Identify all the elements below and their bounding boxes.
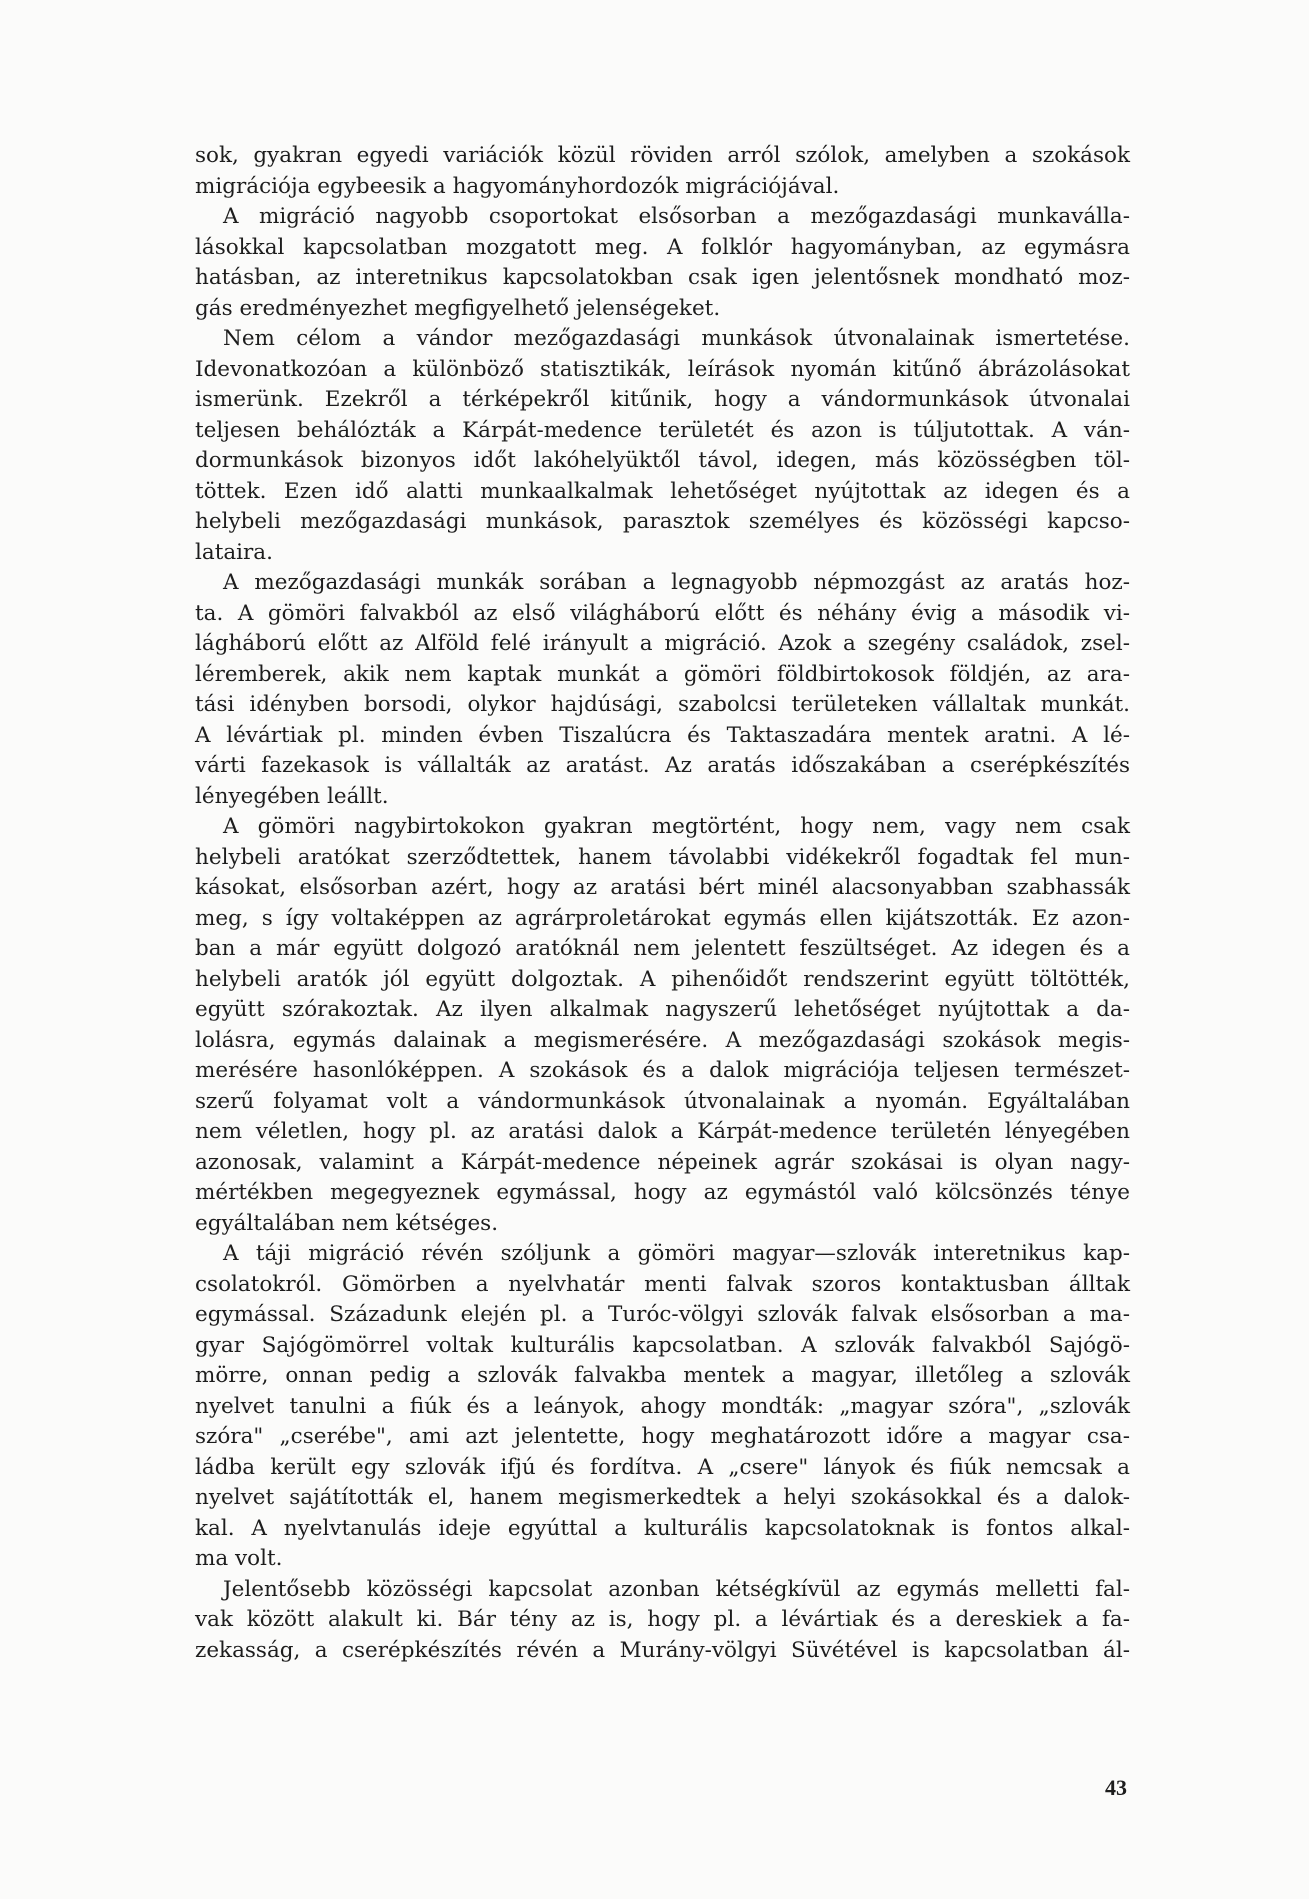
text-line: szerű folyamat volt a vándormunkások útvonalainak a nyomán. Egyáltalában — [195, 1088, 1130, 1114]
text-line: lolásra, egymás dalainak a megismerésére. A mezőgazdasági szokások megis- — [195, 1027, 1130, 1053]
text-line: egymással. Századunk elején pl. a Turóc-völgyi szlovák falvak elsősorban a ma- — [195, 1302, 1130, 1327]
text-line: ládba került egy szlovák ifjú és fordítva. A „csere" lányok és fiúk nemcsak a — [195, 1454, 1130, 1480]
page-number: 43 — [1105, 1775, 1127, 1800]
text-line: migrációja egybeesik a hagyományhordozók migrációjával. — [195, 173, 840, 199]
text-line: szóra" „cserébe", ami azt jelentette, hogy meghatározott időre a magyar csa- — [195, 1424, 1130, 1449]
text-line: dormunkások bizonyos időt lakóhelyüktől távol, idegen, más közösségben töl- — [195, 448, 1130, 473]
text-line: A táji migráció révén szóljunk a gömöri magyar—szlovák interetnikus kap- — [223, 1241, 1130, 1266]
text-line: nem véletlen, hogy pl. az aratási dalok a Kárpát-medence területén lényegében — [195, 1119, 1130, 1144]
text-line: A migráció nagyobb csoportokat elsősorban a mezőgazdasági munkaválla- — [223, 204, 1130, 229]
text-line: lényegében leállt. — [195, 783, 389, 809]
text-line: Nem célom a vándor mezőgazdasági munkások útvonalainak ismertetése. — [223, 326, 1130, 351]
text-line: helybeli aratókat szerződtettek, hanem távolabbi vidékekről fogadtak fel mun- — [195, 844, 1130, 870]
text-line: kásokat, elsősorban azért, hogy az aratási bért minél alacsonyabban szabhassák — [195, 875, 1130, 900]
text-line: A gömöri nagybirtokokon gyakran megtörtént, hogy nem, vagy nem csak — [223, 814, 1130, 839]
text-line: ban a már együtt dolgozó aratóknál nem jelentett feszültséget. Az idegen és a — [195, 936, 1130, 961]
text-line: Idevonatkozóan a különböző statisztikák, leírások nyomán kitűnő ábrázolásokat — [195, 356, 1130, 382]
text-line: gyar Sajógömörrel voltak kulturális kapcsolatban. A szlovák falvakból Sajógö- — [195, 1332, 1130, 1358]
text-line: teljesen behálózták a Kárpát-medence területét és azon is túljutottak. A ván- — [195, 417, 1130, 443]
text-line: helybeli aratók jól együtt dolgoztak. A pihenőidőt rendszerint együtt töltötték, — [195, 966, 1130, 992]
text-line: azonosak, valamint a Kárpát-medence népeinek agrár szokásai is olyan nagy- — [195, 1149, 1130, 1175]
body-text — [195, 141, 1130, 1666]
text-line: nyelvet tanulni a fiúk és a leányok, ahogy mondták: „magyar szóra", „szlovák — [195, 1393, 1130, 1419]
text-line: lataira. — [195, 539, 273, 565]
text-line: mértékben megegyeznek egymással, hogy az egymástól való kölcsönzés ténye — [195, 1180, 1130, 1205]
text-line: A lévártiak pl. minden évben Tiszalúcra és Taktaszadára mentek aratni. A lé- — [195, 722, 1130, 748]
text-line: egyáltalában nem kétséges. — [195, 1210, 499, 1236]
text-line: várti fazekasok is vállalták az aratást. Az aratás időszakában a cserépkészítés — [195, 753, 1130, 778]
text-line: kal. A nyelvtanulás ideje egyúttal a kulturális kapcsolatoknak is fontos alkal- — [195, 1515, 1130, 1541]
text-line: gás eredményezhet megfigyelhető jelenségeket. — [195, 295, 721, 321]
text-line: mörre, onnan pedig a szlovák falvakba mentek a magyar, illetőleg a szlovák — [195, 1363, 1130, 1388]
text-line: hatásban, az interetnikus kapcsolatokban csak igen jelentősnek mondható moz- — [195, 265, 1130, 290]
text-line: zekasság, a cserépkészítés révén a Murány-völgyi Süvétével is kapcsolatban ál- — [195, 1637, 1130, 1663]
text-line: lágháború előtt az Alföld felé irányult a migráció. Azok a szegény családok, zsel- — [195, 631, 1130, 656]
text-line: Jelentősebb közösségi kapcsolat azonban kétségkívül az egymás melletti fal- — [223, 1576, 1130, 1602]
text-line: töttek. Ezen idő alatti munkaalkalmak lehetőséget nyújtottak az idegen és a — [195, 478, 1130, 504]
text-line: sok, gyakran egyedi variációk közül röviden arról szólok, amelyben a szokások — [195, 143, 1130, 168]
text-line: ta. A gömöri falvakból az első világháború előtt és néhány évig a második vi- — [195, 600, 1130, 626]
text-line: ismerünk. Ezekről a térképekről kitűnik, hogy a vándormunkások útvonalai — [195, 387, 1130, 412]
text-line: merésére hasonlóképpen. A szokások és a dalok migrációja teljesen természet- — [195, 1058, 1130, 1083]
text-line: vak között alakult ki. Bár tény az is, hogy pl. a lévártiak és a dereskiek a fa- — [195, 1607, 1130, 1632]
text-line: csolatokról. Gömörben a nyelvhatár menti falvak szoros kontaktusban álltak — [195, 1271, 1130, 1297]
text-line: tási idényben borsodi, olykor hajdúsági, szabolcsi területeken vállaltak munkát. — [195, 692, 1130, 717]
text-line: lásokkal kapcsolatban mozgatott meg. A folklór hagyományban, az egymásra — [195, 234, 1130, 260]
text-line: meg, s így voltaképpen az agrárproletárokat egymás ellen kijátszották. Ez azon- — [195, 905, 1130, 931]
text-line: A mezőgazdasági munkák sorában a legnagyobb népmozgást az aratás hoz- — [223, 570, 1130, 595]
text-line: léremberek, akik nem kaptak munkát a gömöri földbirtokosok földjén, az ara- — [195, 661, 1130, 687]
text-line: ma volt. — [195, 1546, 283, 1571]
text-line: nyelvet sajátították el, hanem megismerkedtek a helyi szokásokkal és a dalok- — [195, 1485, 1130, 1510]
text-line: együtt szórakoztak. Az ilyen alkalmak nagyszerű lehetőséget nyújtottak a da- — [195, 997, 1130, 1022]
text-line: helybeli mezőgazdasági munkások, parasztok személyes és közösségi kapcso- — [195, 509, 1130, 534]
